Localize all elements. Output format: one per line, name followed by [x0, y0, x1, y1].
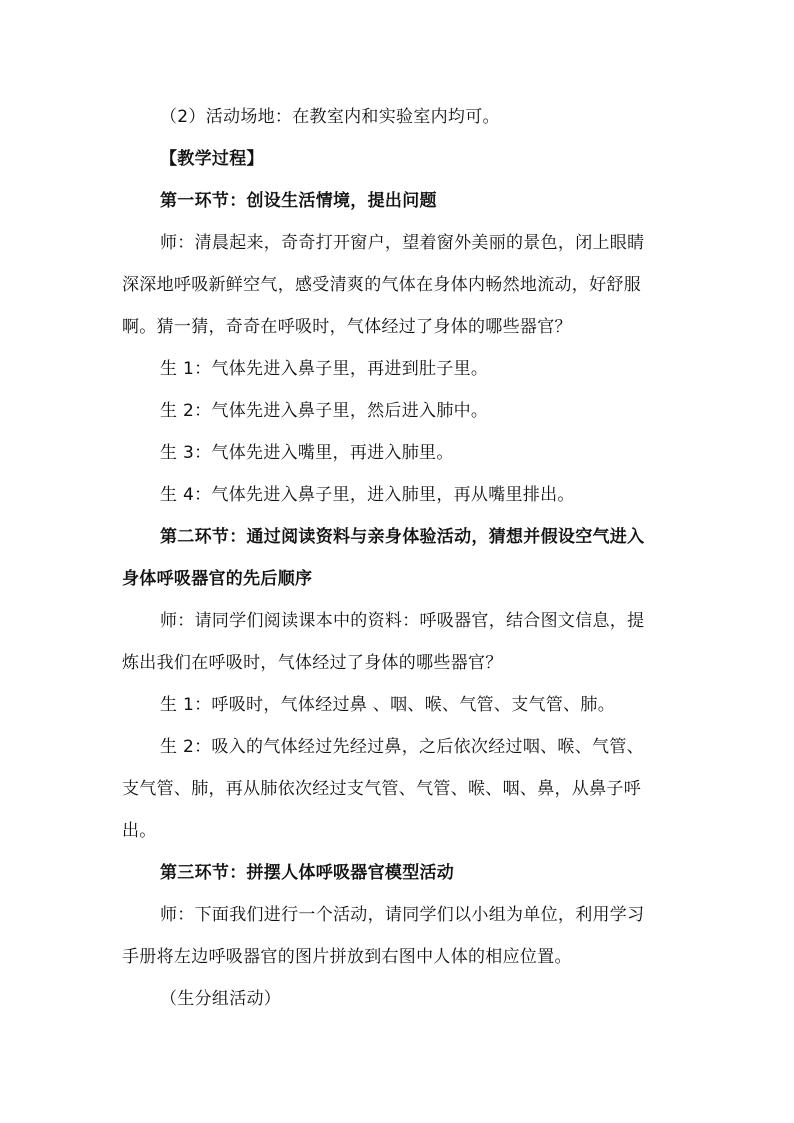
student-2-answer: 生 2：气体先进入鼻子里，然后进入肺中。: [160, 401, 489, 421]
teacher-paragraph-line-3: 啊。猜一猜，奇奇在呼吸时，气体经过了身体的哪些器官？: [122, 317, 572, 337]
section-heading-teaching-process: 【教学过程】: [160, 149, 264, 169]
student-2-organs-line-2: 支气管、肺，再从肺依次经过支气管、气管、喉、咽、鼻，从鼻子呼: [122, 779, 641, 799]
stage-three-heading: 第三环节：拼摆人体呼吸器官模型活动: [160, 863, 455, 883]
stage-one-heading: 第一环节：创设生活情境，提出问题: [160, 191, 437, 211]
teacher-activity-line-1: 师：下面我们进行一个活动，请同学们以小组为单位，利用学习: [160, 905, 645, 925]
student-group-activity-note: （生分组活动）: [160, 989, 282, 1009]
student-1-organs: 生 1：呼吸时，气体经过鼻 、咽、喉、气管、支气管、肺。: [160, 695, 616, 715]
student-2-organs-line-1: 生 2：吸入的气体经过先经过鼻，之后依次经过咽、喉、气管、: [160, 737, 644, 757]
activity-venue-line: （2）活动场地：在教室内和实验室内均可。: [160, 107, 500, 127]
stage-two-heading-line-1: 第二环节：通过阅读资料与亲身体验活动，猜想并假设空气进入: [160, 527, 645, 547]
student-3-answer: 生 3：气体先进入嘴里，再进入肺里。: [160, 443, 454, 463]
student-4-answer: 生 4：气体先进入鼻子里，进入肺里，再从嘴里排出。: [160, 485, 575, 505]
teacher-activity-line-2: 手册将左边呼吸器官的图片拼放到右图中人体的相应位置。: [122, 947, 572, 967]
student-2-organs-line-3: 出。: [122, 821, 157, 841]
teacher-reading-line-2: 炼出我们在呼吸时，气体经过了身体的哪些器官？: [122, 653, 503, 673]
student-1-answer: 生 1：气体先进入鼻子里，再进到肚子里。: [160, 359, 489, 379]
teacher-paragraph-line-2: 深深地呼吸新鲜空气，感受清爽的气体在身体内畅然地流动，好舒服: [122, 275, 641, 295]
teacher-reading-line-1: 师：请同学们阅读课本中的资料：呼吸器官，结合图文信息，提: [160, 611, 645, 631]
stage-two-heading-line-2: 身体呼吸器官的先后顺序: [122, 569, 313, 589]
teacher-paragraph-line-1: 师：清晨起来，奇奇打开窗户，望着窗外美丽的景色，闭上眼睛: [160, 233, 645, 253]
